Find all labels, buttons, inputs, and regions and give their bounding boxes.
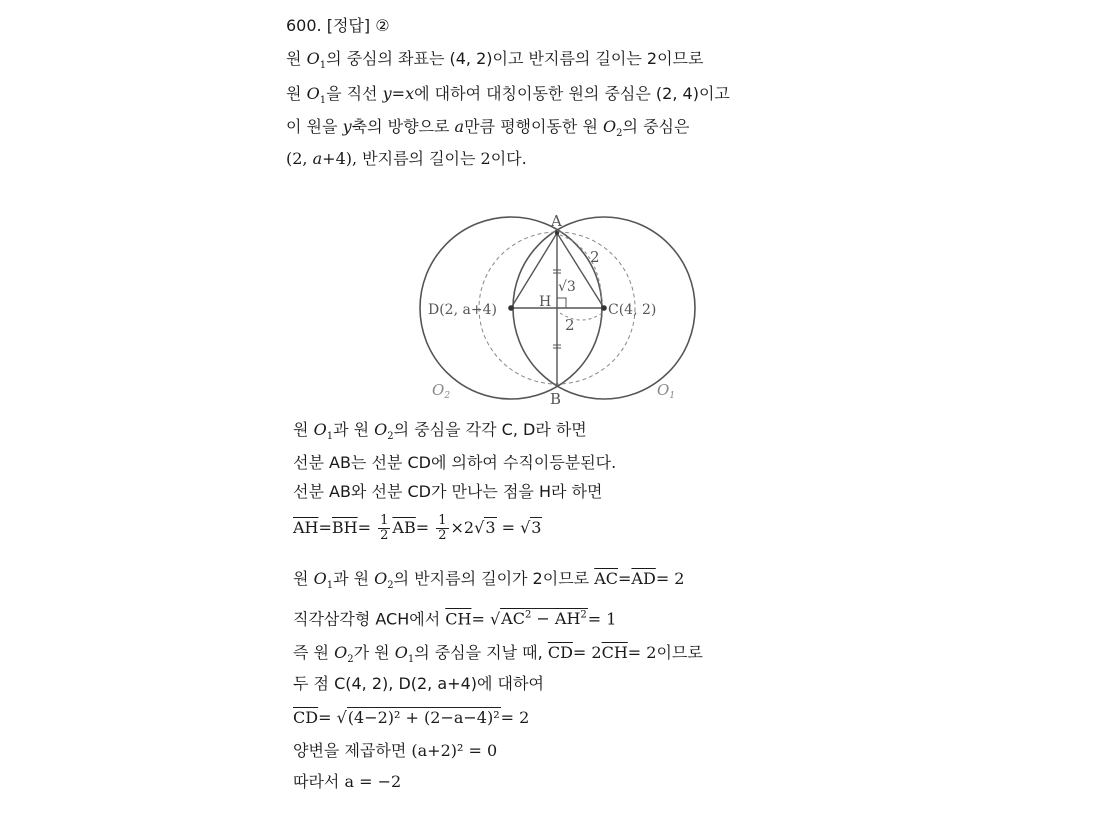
solution-line-10: 양변을 제곱하면 (a+2)² = 0 [293, 741, 498, 760]
right-angle-mark [557, 298, 566, 308]
solution-line-9: $\overline{CD}= √(4-2)^2 + (2-a-4)^2= 2$ [293, 708, 530, 727]
label-o2: $O_2$ [432, 381, 451, 401]
solution-line-4: $\overline{AH}=\overline{BH}=$ $\frac{1}{2}$ $\overline{AB}=$ $\frac{1}{2}$ ×2√3 = √3 [293, 513, 542, 543]
intro-line-1: 원 $O_1$의 중심의 좌표는 (4, 2)이고 반지름의 길이는 2이므로 [286, 49, 704, 72]
label-ah-length: √3 [558, 279, 576, 295]
solution-line-5: 원 $O_1$과 원 $O_2$의 반지름의 길이가 2이므로 $\overline{AC}=\overline{AD}= 2$ [293, 569, 685, 592]
label-d: D(2, a+4) [428, 302, 497, 318]
label-c: C(4, 2) [608, 302, 657, 318]
point-d [508, 305, 514, 311]
solution-line-3: 선분 AB와 선분 CD가 만나는 점을 H라 하면 [293, 482, 603, 501]
solution-line-6: 직각삼각형 ACH에서 $\overline{CH}= √AC^2 - \overline{AH}^2= 1$ [293, 609, 617, 629]
problem-title: 600. [정답] ② [286, 16, 390, 35]
solution-line-11: 따라서 a = −2 [293, 772, 402, 791]
solution-line-8: 두 점 C(4, 2), D(2, a+4)에 대하여 [293, 674, 544, 693]
fraction-half-1: $\frac{1}{2}$ [380, 513, 389, 543]
label-b: B [550, 390, 562, 408]
point-c [601, 305, 607, 311]
circles-figure [410, 205, 710, 410]
label-a: A [551, 212, 562, 230]
solution-line-7: 즉 원 $O_2$가 원 $O_1$의 중심을 지날 때, $\overline{CD}= 2\overline{CH}= 2$이므로 [293, 643, 703, 666]
solution-line-2: 선분 AB는 선분 CD에 의하여 수직이등분된다. [293, 453, 617, 472]
intro-line-4: (2, a+4), 반지름의 길이는 2이다. [286, 149, 527, 168]
intro-line-2: 원 $O_1$을 직선 y=x에 대하여 대칭이동한 원의 중심은 (2, 4)이고 [286, 84, 730, 107]
label-o1: $O_1$ [657, 381, 676, 401]
solution-line-1: 원 $O_1$과 원 $O_2$의 중심을 각각 C, D라 하면 [293, 420, 587, 443]
label-ac-length: 2 [590, 248, 600, 266]
segment-ac [557, 233, 604, 308]
label-hc-length: 2 [565, 316, 575, 334]
point-a [555, 231, 559, 235]
intro-line-3: 이 원을 y축의 방향으로 a만큼 평행이동한 원 $O_2$의 중심은 [286, 117, 690, 140]
fraction-half-2: $\frac{1}{2}$ [438, 513, 447, 543]
label-h: H [539, 294, 552, 310]
